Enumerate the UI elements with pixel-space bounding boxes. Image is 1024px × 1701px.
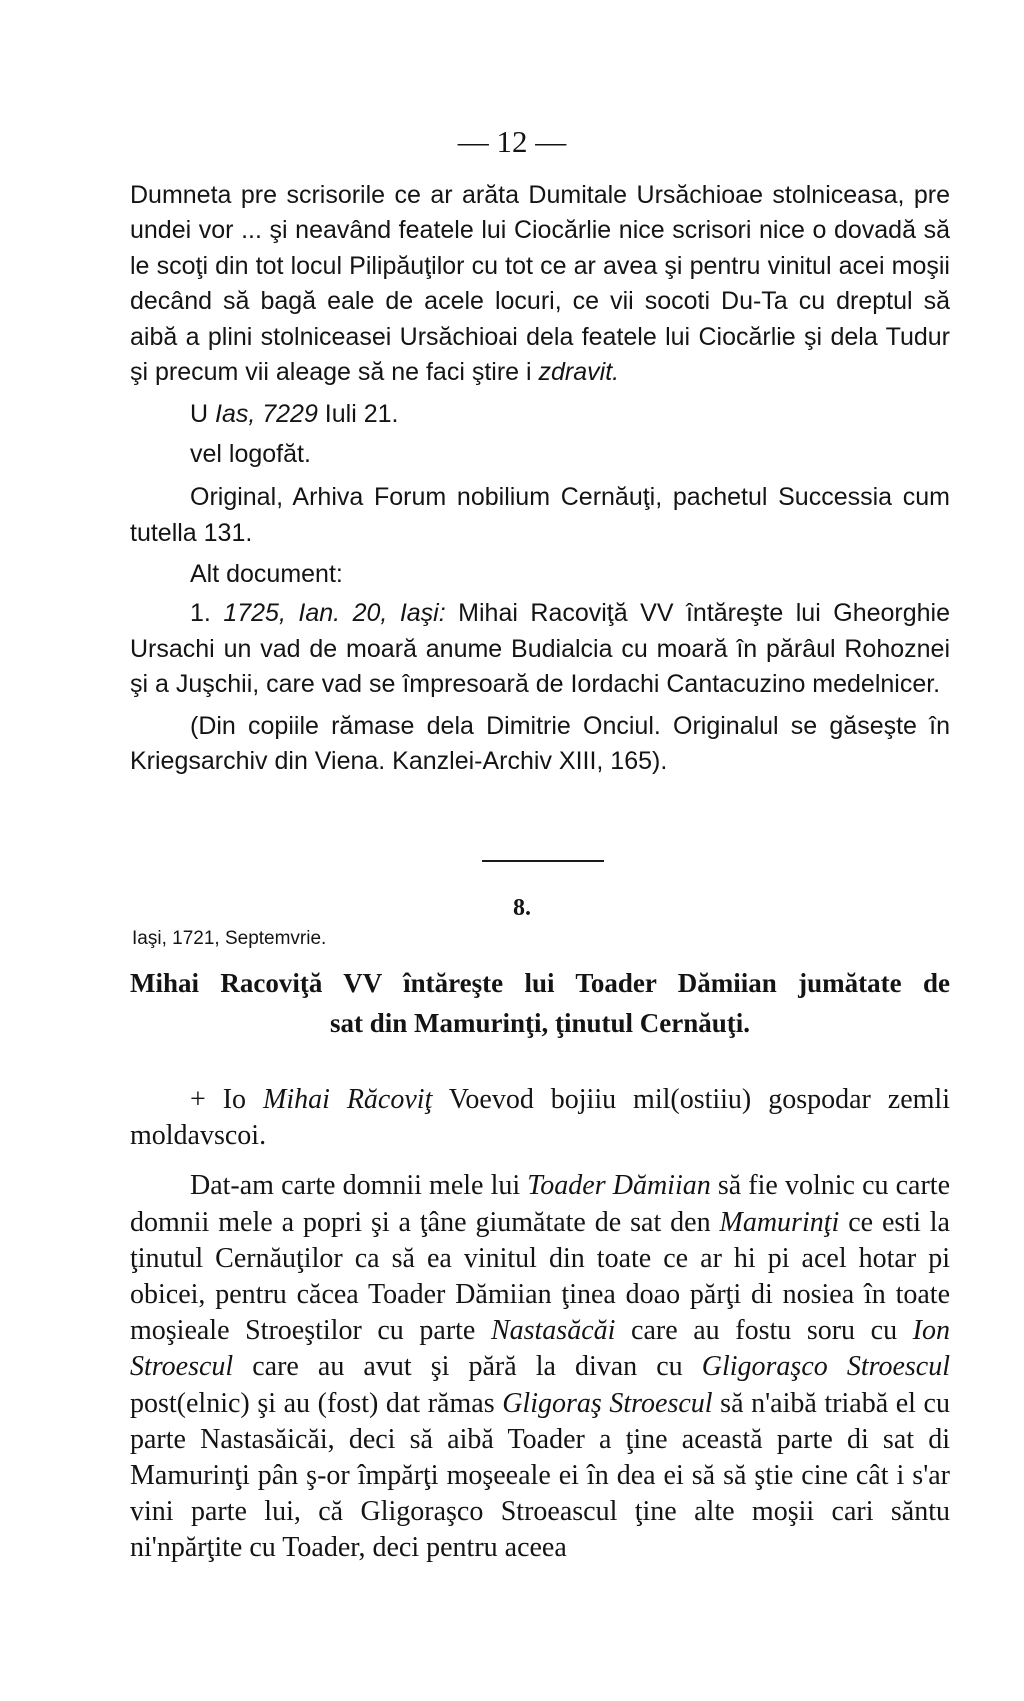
other-document-text: Mihai Racoviţă VV întăreşte lui Gheorghie Ursachi un vad de moară anume Budialcia cu moară în părâul Rohoznei şi a Juşchii, care vad se împresoară de Iordachi Cantacuzino medelnicer.: [130, 599, 950, 699]
body-italic-name: Nastasăcăi: [490, 1315, 616, 1347]
body-text-run: Dat-am carte domnii mele lui: [190, 1170, 528, 1202]
body-text-run: să n'aibă triabă el cu parte Nastasăicăi, deci să aibă Toader a ţine această parte di sat di Mamurinţi pân ş-or împărţi moşeeale ei în dea ei să să ştie cine cât i s'ar vini parte lui, că Gligoraşco Stroeascul ţine alte moşii cari săntu ni'npărţite cu Toader, deci pentru aceea: [130, 1387, 950, 1564]
document-title: [130, 963, 950, 1043]
body-text-run: care au avut şi pără la divan cu: [233, 1351, 702, 1383]
date-place: Ias,: [215, 400, 256, 429]
document-place-date: Iaşi, 1721, Septemvrie.: [132, 928, 327, 949]
letter-date: [130, 397, 950, 432]
copies-note: (Din copiile rămase dela Dimitrie Onciul. Originalul se găseşte în Kriegsarchiv din Viena. Kanzlei-Archiv XIII, 165).: [130, 711, 950, 776]
letter-ending-paragraph: [130, 178, 950, 390]
letter-ending-italic: zdravit.: [538, 358, 620, 387]
body-text-run: care au fostu soru cu: [615, 1315, 913, 1347]
date-year: 7229: [255, 400, 318, 429]
other-document-label: Alt document:: [190, 560, 343, 589]
intitulatio-paragraph: [130, 1082, 950, 1154]
intitulatio-name: Mihai Răcoviţ: [263, 1084, 433, 1115]
other-document-entry: [130, 596, 950, 702]
document-body-paragraph: [130, 1168, 950, 1566]
body-text-run: să fie volnic cu carte domnii mele a popri şi a ţâne giumătate de sat den: [130, 1170, 951, 1238]
page-number: — 12 —: [457, 124, 567, 159]
document-title-line-2: sat din Mamurinţi, ţinutul Cernăuţi.: [329, 1008, 751, 1038]
body-italic-name: Mamurinţi: [719, 1206, 840, 1238]
document-number: 8.: [513, 895, 531, 921]
date-prefix: U: [190, 400, 215, 429]
date-day: Iuli 21.: [317, 400, 399, 429]
source-note: Original, Arhiva Forum nobilium Cernăuţi, pachetul Successia cum tutella 131.: [130, 483, 950, 547]
body-italic-name: Ion Stroescul: [130, 1315, 950, 1383]
top-block: [130, 178, 950, 780]
document-body: [130, 1082, 950, 1567]
signature: vel logofăt.: [190, 439, 311, 468]
body-italic-name: Gligoraş Stroescul: [502, 1387, 713, 1419]
document-title-line-1: Mihai Racoviţă VV întăreşte lui Toader Dămiian jumătate de: [130, 968, 950, 998]
intitulatio-text: Voevod bojiiu mil(ostiiu) gospodar zemli moldavscoi.: [130, 1084, 950, 1152]
body-italic-name: Toader Dămiian: [527, 1170, 711, 1202]
body-text-run: post(elnic) şi au (fost) dat rămas: [130, 1387, 503, 1419]
other-document-number: 1.: [190, 599, 224, 628]
body-text-run: ce esti la ţinutul Cernăuţilor ca să ea vinitul din toate ce ar hi pi acel hotar pi obicei, pentru căcea Toader Dămiian ţinea doao părţi di nosiea în toate moşieale Stroeştilor cu parte: [130, 1206, 950, 1347]
intitulatio-prefix: + Io: [190, 1084, 263, 1115]
letter-ending-text: Dumneta pre scrisorile ce ar arăta Dumitale Ursăchioae stolniceasa, pre undei vor ... şi neavând featele lui Ciocărlie nice scrisori nice o dovadă să le scoţi din tot locul Pilipăuţilor cu tot ce ar avea şi pentru vinitul acei moşii decând să bagă eale de acele locuri, ce vii socoti Du-Ta cu dreptul să aibă a plini stolniceasei Ursăchioai dela featele lui Ciocărlie şi dela Tudur şi precum vii aleage să ne faci ştire i: [130, 181, 950, 387]
body-italic-name: Gligoraşco Stroescul: [701, 1351, 950, 1383]
other-document-date: 1725, Ian. 20, Iaşi:: [223, 599, 446, 628]
section-divider: [482, 860, 604, 862]
